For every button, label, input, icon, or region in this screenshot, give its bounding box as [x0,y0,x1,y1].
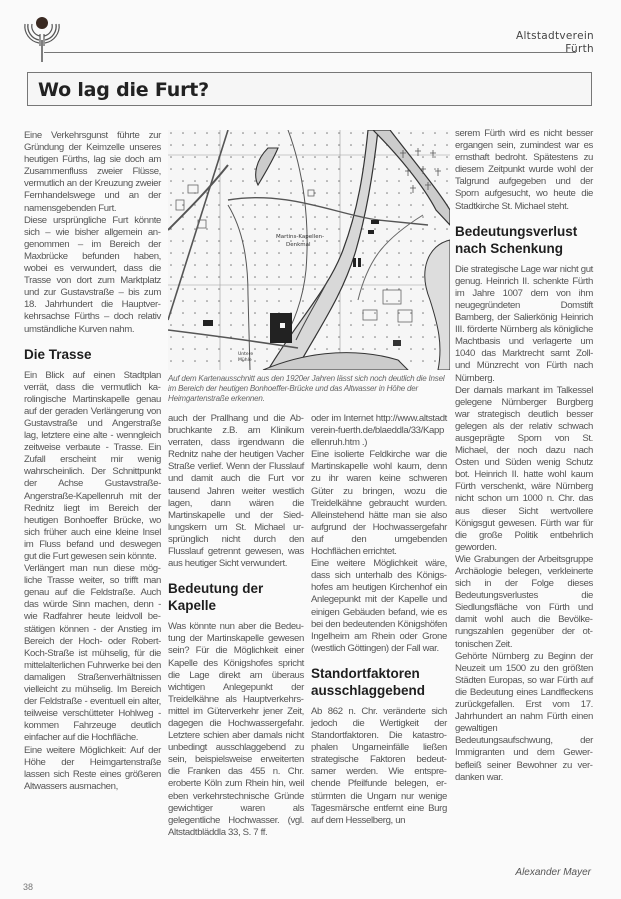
section-heading-bedeutungsverlust: Bedeutungsverlust nach Schenkung [455,223,578,256]
body-paragraph: Eine weitere Möglichkeit wäre, dass sich unterhalb des Königshofes am heutigen Kirchenhof ein Anlegepunkt mit der Kapelle und einigen Gebäuden befand, wie es bei den bedeutenden Königshöfen Ingelheim am Rhein oder Grone (westlich Göttingen) der Fall war. [311,558,447,654]
body-paragraph: Ab 862 n. Chr. veränderte sich jedoch die Wertigkeit der Standortfaktoren. Die katastrophalen Ungarneinfälle ließen strategische Faktoren bedeutsamer werden. Wie entsprechende Pfeilfunde belegen, erstürmten die Ungarn nur wenige Tagesmärsche entfernt eine Burg auf dem Hesselberg, un [311,705,447,826]
org-name-line1: Altstadtverein [515,30,594,42]
map-caption: Auf dem Kartenausschnitt aus den 1920er Jahren lässt sich noch deutlich die Insel im Bereich der heutigen Bonhoeffer-Brücke und das Altwasser in Höhe der Heimgartenstraße erkennen. [168,374,445,403]
page-number: 38 [23,882,34,892]
internet-reference-link[interactable]: oder im Internet http://www.altstadtverein-fuerth.de/blaeddla/33/Kappellenruh.htm .) [311,413,447,449]
body-paragraph: Die strategische Lage war nicht gut genug. Heinrich II. schenkte Fürth im Jahre 1007 dem von ihm neugegründeten Domstift Bamberg, der Salierkönig Heinrich III. förderte Nürnberg als königliche Machtbasis und verlagerte um 1040 das Marktrecht samt Zoll- und Münzrecht von Fürth nach Nürnberg. [455,263,593,384]
header-divider [44,52,576,53]
section-heading-standortfaktoren: Standortfaktoren ausschlaggebend [311,665,426,698]
article-column-3 [311,413,447,827]
body-paragraph: Verlängert man nun diese mögliche Trasse weiter, so trifft man genau auf die Feldstraße. Auch das würde Sinn machen, denn - wie Radfahrer heute leidvoll bestätigen können - der Anstieg im Bereich der Hoch- oder Robert-Koch-Straße ist mühselig, für die mittelalterlichen Fuhrwerke bei den damaligen Straßenverhältnissen vielleicht zu mühselig. Im Bereich der Feldstraße - eventuell ein alter, teilweise verschütteter Hohlweg - kommen Fahrzeuge deutlich einfacher auf die Hochfläche. [24,563,161,744]
intro-paragraph: Diese ursprüngliche Furt könnte sich – wie bisher allgemein angenommen – im Bereich der Maxbrücke befunden haben, wobei es verwundert, dass die Trasse von dort zum Marktplatz und zur Gustavstraße – bis zum 18. Jahrhundert die Hauptverkehrsachse Fürths – doch relativ umständliche Kurven nahm. [24,214,161,335]
org-name-line2: Fürth [565,43,594,55]
article-column-2 [168,413,304,839]
body-paragraph: serem Fürth wird es nicht besser ergangen sein, zumindest war es ernsthaft bedroht. Spätestens zu diesem Zeitpunkt wurde wohl der Talgrund aufgegeben und der Sporn aufgesucht, wo heute die Stadtkirche St. Michael steht. [455,128,593,212]
article-column-4 [455,128,593,784]
body-paragraph: Ein Blick auf einen Stadtplan verrät, dass die vermutlich karolingische Martinskapelle genau auf der geraden Verlängerung von Gustavstraße und Angerstraße lag, letztere eine alte - wenngleich zeitweise verbaute - Trasse. Ein Zufall erscheint mir wenig wahrscheinlich. Der Schnittpunkt der Achse Gustavstraße-Angerstraße-Kapellenruh mit der Rednitz liegt im Bereich der heutigen Bonhoeffer Brücke, wo sich früher auch eine kleine Insel im Fluss befand und deswegen gut die Furt gewesen sein könnte. [24,369,161,562]
map-label-chapel: Martins-Kapellen- [276,234,325,240]
article-column-1 [24,130,161,793]
svg-text:Mühle: Mühle [238,358,252,363]
body-paragraph: Was könnte nun aber die Bedeutung der Martinskapelle gewesen sein? Für die Möglichkeit einer Kapelle des Königshofes spricht die Lage direkt am überaus wichtigen Anlegepunkt der Treidelkähne als Hauptverkehrsmittel im Güterverkehr jener Zeit, dagegen die Hochwassergefahr. Letztere schien aber damals nicht unbedingt ausschlaggebend zu sein, beispielsweise erweiterten die Franken das 455 n. Chr. eroberte Köln zum Rhein hin, weil eben verkehrstechnische Gründe gewichtiger waren als gelegentliche Hochwasser. (vgl. Altstadtbläddla 33, S. 7 ff. [168,621,304,838]
historic-map-figure [168,130,450,370]
svg-text:Untere: Untere [238,352,254,357]
body-paragraph: Der damals markant im Talkessel gelegene Nürnberger Burgberg war strategisch deutlich besser gelegen als der relativ schwach ausgeprägte Sporn von St. Michael, der noch dazu nach Osten und Süden wenig Schutz bot. Heinrich II. hatte wohl kaum Fürth verschenkt, wäre Nürnberg nicht schon um 1000 n. Chr. das aus dieser Sicht wertvollere Königsgut gewesen. Fürth war für die große Politik entbehrlich geworden. [455,384,593,553]
body-paragraph: Gehörte Nürnberg zu Beginn der Neuzeit um 1500 zu den größten Städten Europas, so war Fürth auf die Bedeutung eines Landfleckens zurückgefallen. Erst vom 17. Jahrhundert an nahm Fürth einen gewaltigen Bedeutungsaufschwung, der Immigranten und dem Gewerbefleiß seiner Bewohner zu verdanken war. [455,650,593,783]
body-paragraph: Eine isolierte Feldkirche war die Martinskapelle wohl kaum, denn zu ihr waren keine schweren Güter zu bringen, wozu die Treidelkähne gebraucht wurden. Alleinstehend hätte man sie also aufgrund der Hochwassergefahr auf den umgebenden Hochflächen errichtet. [311,449,447,558]
body-paragraph: Wie Grabungen der Arbeitsgruppe Archäologie belegen, verkleinerte sich in der Folge dieses Bedeutungsverlustes die Siedlungsfläche von Fürth und damit wohl auch die Bevölkerungszahlen gegenüber der ottonischen Zeit. [455,553,593,650]
author-signature: Alexander Mayer [515,867,591,878]
intro-paragraph: Eine Verkehrsgunst führte zur Gründung der Keimzelle unseres heutigen Fürths, lag sie doch am Zusammenfluss zweier Flüsse, vermutlich an der Kreuzung zweier Fernhandelswege und an der namensgebenden Furt. [24,130,161,214]
title-box [27,72,592,106]
section-heading-trasse: Die Trasse [24,346,92,362]
section-heading-kapelle: Bedeutung der Kapelle [168,581,264,614]
organization-name [516,30,594,56]
body-paragraph: auch der Prallhang und die Abbruchkante z.B. am Klinikum verraten, dass irgendwann die Rednitz nahe der heutigen Vacher Straße verlief. Wenn der Flusslauf und damit auch die Furt vor tausend Jahren weiter westlich lagen, dann wären die Martinskapelle und der Siedlungskern um St. Michael ursprünglich nicht durch den Flusslauf getrennt gewesen, was aus heutiger Sicht verwundert. [168,413,304,570]
body-paragraph: Eine weitere Möglichkeit: Auf der Höhe der Heimgartenstraße lassen sich Reste eines größeren Altwassers ausmachen, [24,744,161,792]
page-title: Wo lag die Furt? [38,79,209,101]
altstadtverein-logo-icon [22,10,62,58]
svg-text:Denkmal: Denkmal [286,242,311,248]
